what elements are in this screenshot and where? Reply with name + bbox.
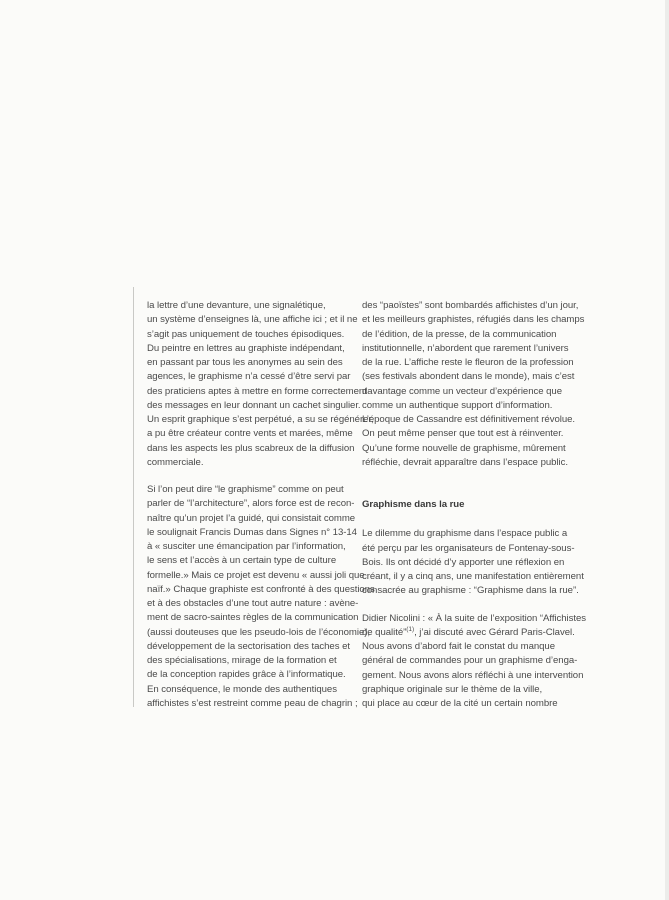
text-line: commerciale. — [147, 456, 204, 468]
quote-segment: de qualité” — [362, 626, 407, 638]
text-line: Du peintre en lettres au graphiste indépendant, — [147, 342, 345, 354]
text-line: été perçu par les organisateurs de Fontenay-sous- — [362, 542, 575, 554]
text-line: dans les aspects les plus scabreux de la diffusion — [147, 442, 355, 454]
text-line: la lettre d’une devanture, une signalétique, — [147, 300, 326, 311]
text-line: affichistes s’est restreint comme peau de chagrin ; — [147, 697, 358, 709]
text-line: Nous avons d’abord fait le constat du manque — [362, 641, 555, 652]
text-line: développement de la sectorisation des taches et — [147, 640, 350, 652]
text-line: graphique originale sur le thème de la ville, — [362, 683, 543, 695]
text-line: comme un authentique support d’information. — [362, 399, 553, 411]
text-line: de la rue. L’affiche reste le fleuron de la profession — [362, 357, 574, 368]
text-line: le sens et l’accès à un certain type de culture — [147, 555, 337, 567]
text-line: naître qu’un projet l’a guidé, qui consistait comme — [147, 512, 356, 524]
text-line: des messages en leur donnant un cachet singulier. — [147, 399, 361, 411]
text-line: Didier Nicolini : « À la suite de l’exposition “Affichistes — [362, 612, 587, 624]
text-line: formelle.» Mais ce projet est devenu « aussi joli que — [147, 569, 365, 581]
text-line: le soulignait Francis Dumas dans Signes n° 13-14 — [147, 526, 357, 538]
right-paragraph-dilemma — [362, 527, 595, 598]
text-line: institutionnelle, n’abordent que rarement l’univers — [362, 342, 569, 354]
text-line: gement. Nous avons alors réfléchi à une intervention — [362, 669, 584, 681]
text-line: en passant par tous les anonymes au sein des — [147, 357, 343, 368]
text-line: (aussi douteuses que les pseudo-lois de l’économie), — [147, 626, 370, 638]
text-line: Un esprit graphique s’est perpétué, a su se régénérer, — [147, 414, 374, 425]
text-line: consacrée au graphisme : “Graphisme dans la rue”. — [362, 585, 579, 597]
left-paragraph-2 — [147, 483, 380, 711]
text-line: ment de sacro-saintes règles de la communication — [147, 612, 359, 624]
text-line: Bois. Ils ont décidé d’y apporter une réflexion en — [362, 556, 565, 568]
text-line: davantage comme un vecteur d’expérience que — [362, 385, 562, 397]
section-heading: Graphisme dans la rue — [362, 499, 465, 510]
right-paragraph-quote — [362, 612, 595, 712]
scan-edge-shadow — [665, 0, 669, 900]
column-rule — [133, 287, 134, 707]
text-line-with-footnote — [362, 626, 595, 640]
text-line: agences, le graphisme n’a cessé d’être servi par — [147, 371, 351, 383]
text-line: On peut même penser que tout est à réinventer. — [362, 428, 564, 440]
text-line: naïf.» Chaque graphiste est confronté à des questions — [147, 583, 375, 595]
text-line: En conséquence, le monde des authentiques — [147, 683, 337, 695]
text-line: et les meilleurs graphistes, réfugiés dans les champs — [362, 314, 585, 326]
text-line: des “paoïstes” sont bombardés affichistes d’un jour, — [362, 300, 579, 311]
text-line: un système d’enseignes là, une affiche ici ; et il ne — [147, 314, 358, 326]
text-line: général de commandes pour un graphisme d’enga- — [362, 655, 578, 667]
left-column — [147, 299, 380, 724]
text-line: Le dilemme du graphisme dans l’espace public a — [362, 528, 568, 540]
left-paragraph-1 — [147, 299, 380, 470]
right-paragraph-intro — [362, 299, 595, 470]
quote-segment: , j’ai discuté avec Gérard Paris-Clavel. — [414, 626, 575, 638]
text-line: L’époque de Cassandre est définitivement révolue. — [362, 414, 576, 425]
text-line: (ses festivals abondent dans le monde), mais c’est — [362, 371, 575, 383]
text-line: qui place au cœur de la cité un certain nombre — [362, 698, 558, 709]
text-line: à « susciter une émancipation par l’information, — [147, 541, 346, 552]
text-line: de la conception rapides grâce à l’informatique. — [147, 669, 346, 681]
footnote-reference: (1) — [406, 625, 415, 633]
text-line: des praticiens aptes à mettre en forme correctement — [147, 385, 367, 397]
text-line: a pu être créateur contre vents et marées, même — [147, 428, 353, 440]
text-line: Qu’une forme nouvelle de graphisme, mûrement — [362, 442, 566, 454]
text-line: réfléchie, devrait apparaître dans l’espace public. — [362, 456, 568, 468]
section-spacer — [362, 483, 595, 492]
right-column — [362, 299, 595, 724]
text-line: créant, il y a cinq ans, une manifestation entièrement — [362, 571, 584, 582]
text-line: des spécialisations, mirage de la formation et — [147, 655, 337, 666]
text-line: de l’édition, de la presse, de la communication — [362, 328, 557, 340]
text-line: s’agit pas uniquement de touches épisodiques. — [147, 328, 345, 340]
text-line: parler de “l’architecture”, alors force est de recon- — [147, 498, 355, 510]
text-line: et à des obstacles d’une tout autre nature : avène- — [147, 598, 359, 609]
text-line: Si l’on peut dire “le graphisme” comme on peut — [147, 484, 344, 495]
